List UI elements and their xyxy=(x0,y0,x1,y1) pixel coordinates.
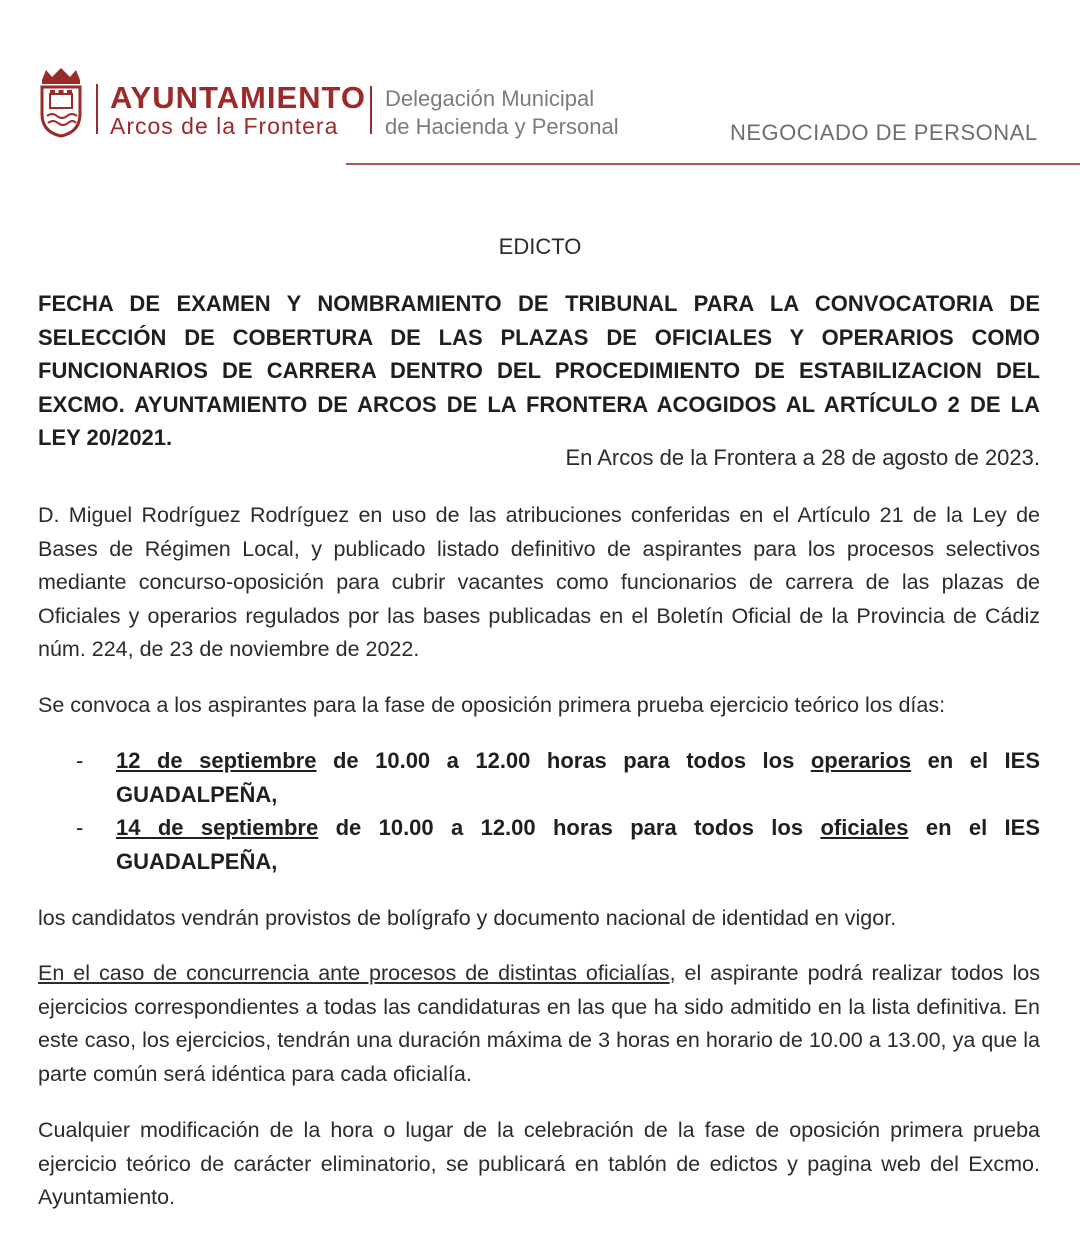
exam-group: operarios xyxy=(810,748,912,773)
header-divider xyxy=(96,84,98,134)
exam-date-list xyxy=(38,744,1040,878)
delegation-name xyxy=(385,85,619,141)
exam-place: en el IES GUADALPEÑA, xyxy=(116,748,1041,807)
crown-castle-shield-icon xyxy=(38,66,84,138)
underlined-phrase: En el caso de concurrencia ante procesos de distintas oficialías xyxy=(38,961,670,985)
header-rule xyxy=(346,163,1080,165)
paragraph: los candidatos vendrán provistos de bolígrafo y documento nacional de identidad en vigor. xyxy=(38,906,897,930)
paragraph: D. Miguel Rodríguez Rodríguez en uso de las atribuciones conferidas en el Artículo 21 de la Ley de Bases de Régimen Local, y publicado listado definitivo de aspirantes para los procesos selectivos mediante concurso-oposición para cubrir vacantes como funcionarios de carrera de las plazas de Oficiales y operarios regulados por las bases publicadas en el Boletín Oficial de la Provincia de Cádiz núm. 224, de 23 de noviembre de 2022. xyxy=(38,503,1040,661)
paragraph xyxy=(38,957,1040,1091)
paragraph: Cualquier modificación de la hora o lugar de la celebración de la fase de oposición primera prueba ejercicio teórico de carácter eliminatorio, se publicará en tablón de edictos y pagina web del Excmo. Ayuntamiento. xyxy=(38,1118,1040,1209)
document-heading: EDICTO xyxy=(498,234,582,259)
exam-date: 14 de septiembre xyxy=(116,815,319,840)
paragraph: Se convoca a los aspirantes para la fase de oposición primera prueba ejercicio teórico los días: xyxy=(38,693,946,717)
exam-group: oficiales xyxy=(820,815,909,840)
list-dash: - xyxy=(76,815,84,840)
exam-date: 12 de septiembre xyxy=(116,748,317,773)
list-item xyxy=(38,811,1040,878)
exam-place: en el IES GUADALPEÑA, xyxy=(116,815,1041,874)
exam-time: de 10.00 a 12.00 horas para todos los xyxy=(316,748,811,773)
paragraph-text: , el aspirante podrá realizar todos los ejercicios correspondientes a todas las candidaturas en las que ha sido admitido en la lista definitiva. En este caso, los ejercicios, tendrán una duración máxima de 3 horas en horario de 10.00 a 13.00, ya que la parte común será idéntica para cada oficialía. xyxy=(38,961,1040,1086)
header-divider xyxy=(370,86,372,134)
exam-time: de 10.00 a 12.00 horas para todos los xyxy=(318,815,821,840)
org-name: AYUNTAMIENTO xyxy=(110,80,367,115)
delegation-line: de Hacienda y Personal xyxy=(385,114,619,139)
date-line: En Arcos de la Frontera a 28 de agosto de 2023. xyxy=(565,445,1040,470)
department-name: NEGOCIADO DE PERSONAL xyxy=(730,120,1038,145)
delegation-line: Delegación Municipal xyxy=(385,86,595,111)
document-title: FECHA DE EXAMEN Y NOMBRAMIENTO DE TRIBUNAL PARA LA CONVOCATORIA DE SELECCIÓN DE COBERTURA DE LAS PLAZAS DE OFICIALES Y OPERARIOS COMO FUNCIONARIOS DE CARRERA DENTRO DEL PROCEDIMIENTO DE ESTABILIZACION DEL EXCMO. AYUNTAMIENTO DE ARCOS DE LA FRONTERA ACOGIDOS AL ARTÍCULO 2 DE LA LEY 20/2021. xyxy=(38,291,1040,450)
list-item xyxy=(38,744,1040,811)
org-subtitle: Arcos de la Frontera xyxy=(110,113,339,139)
list-dash: - xyxy=(76,748,84,773)
